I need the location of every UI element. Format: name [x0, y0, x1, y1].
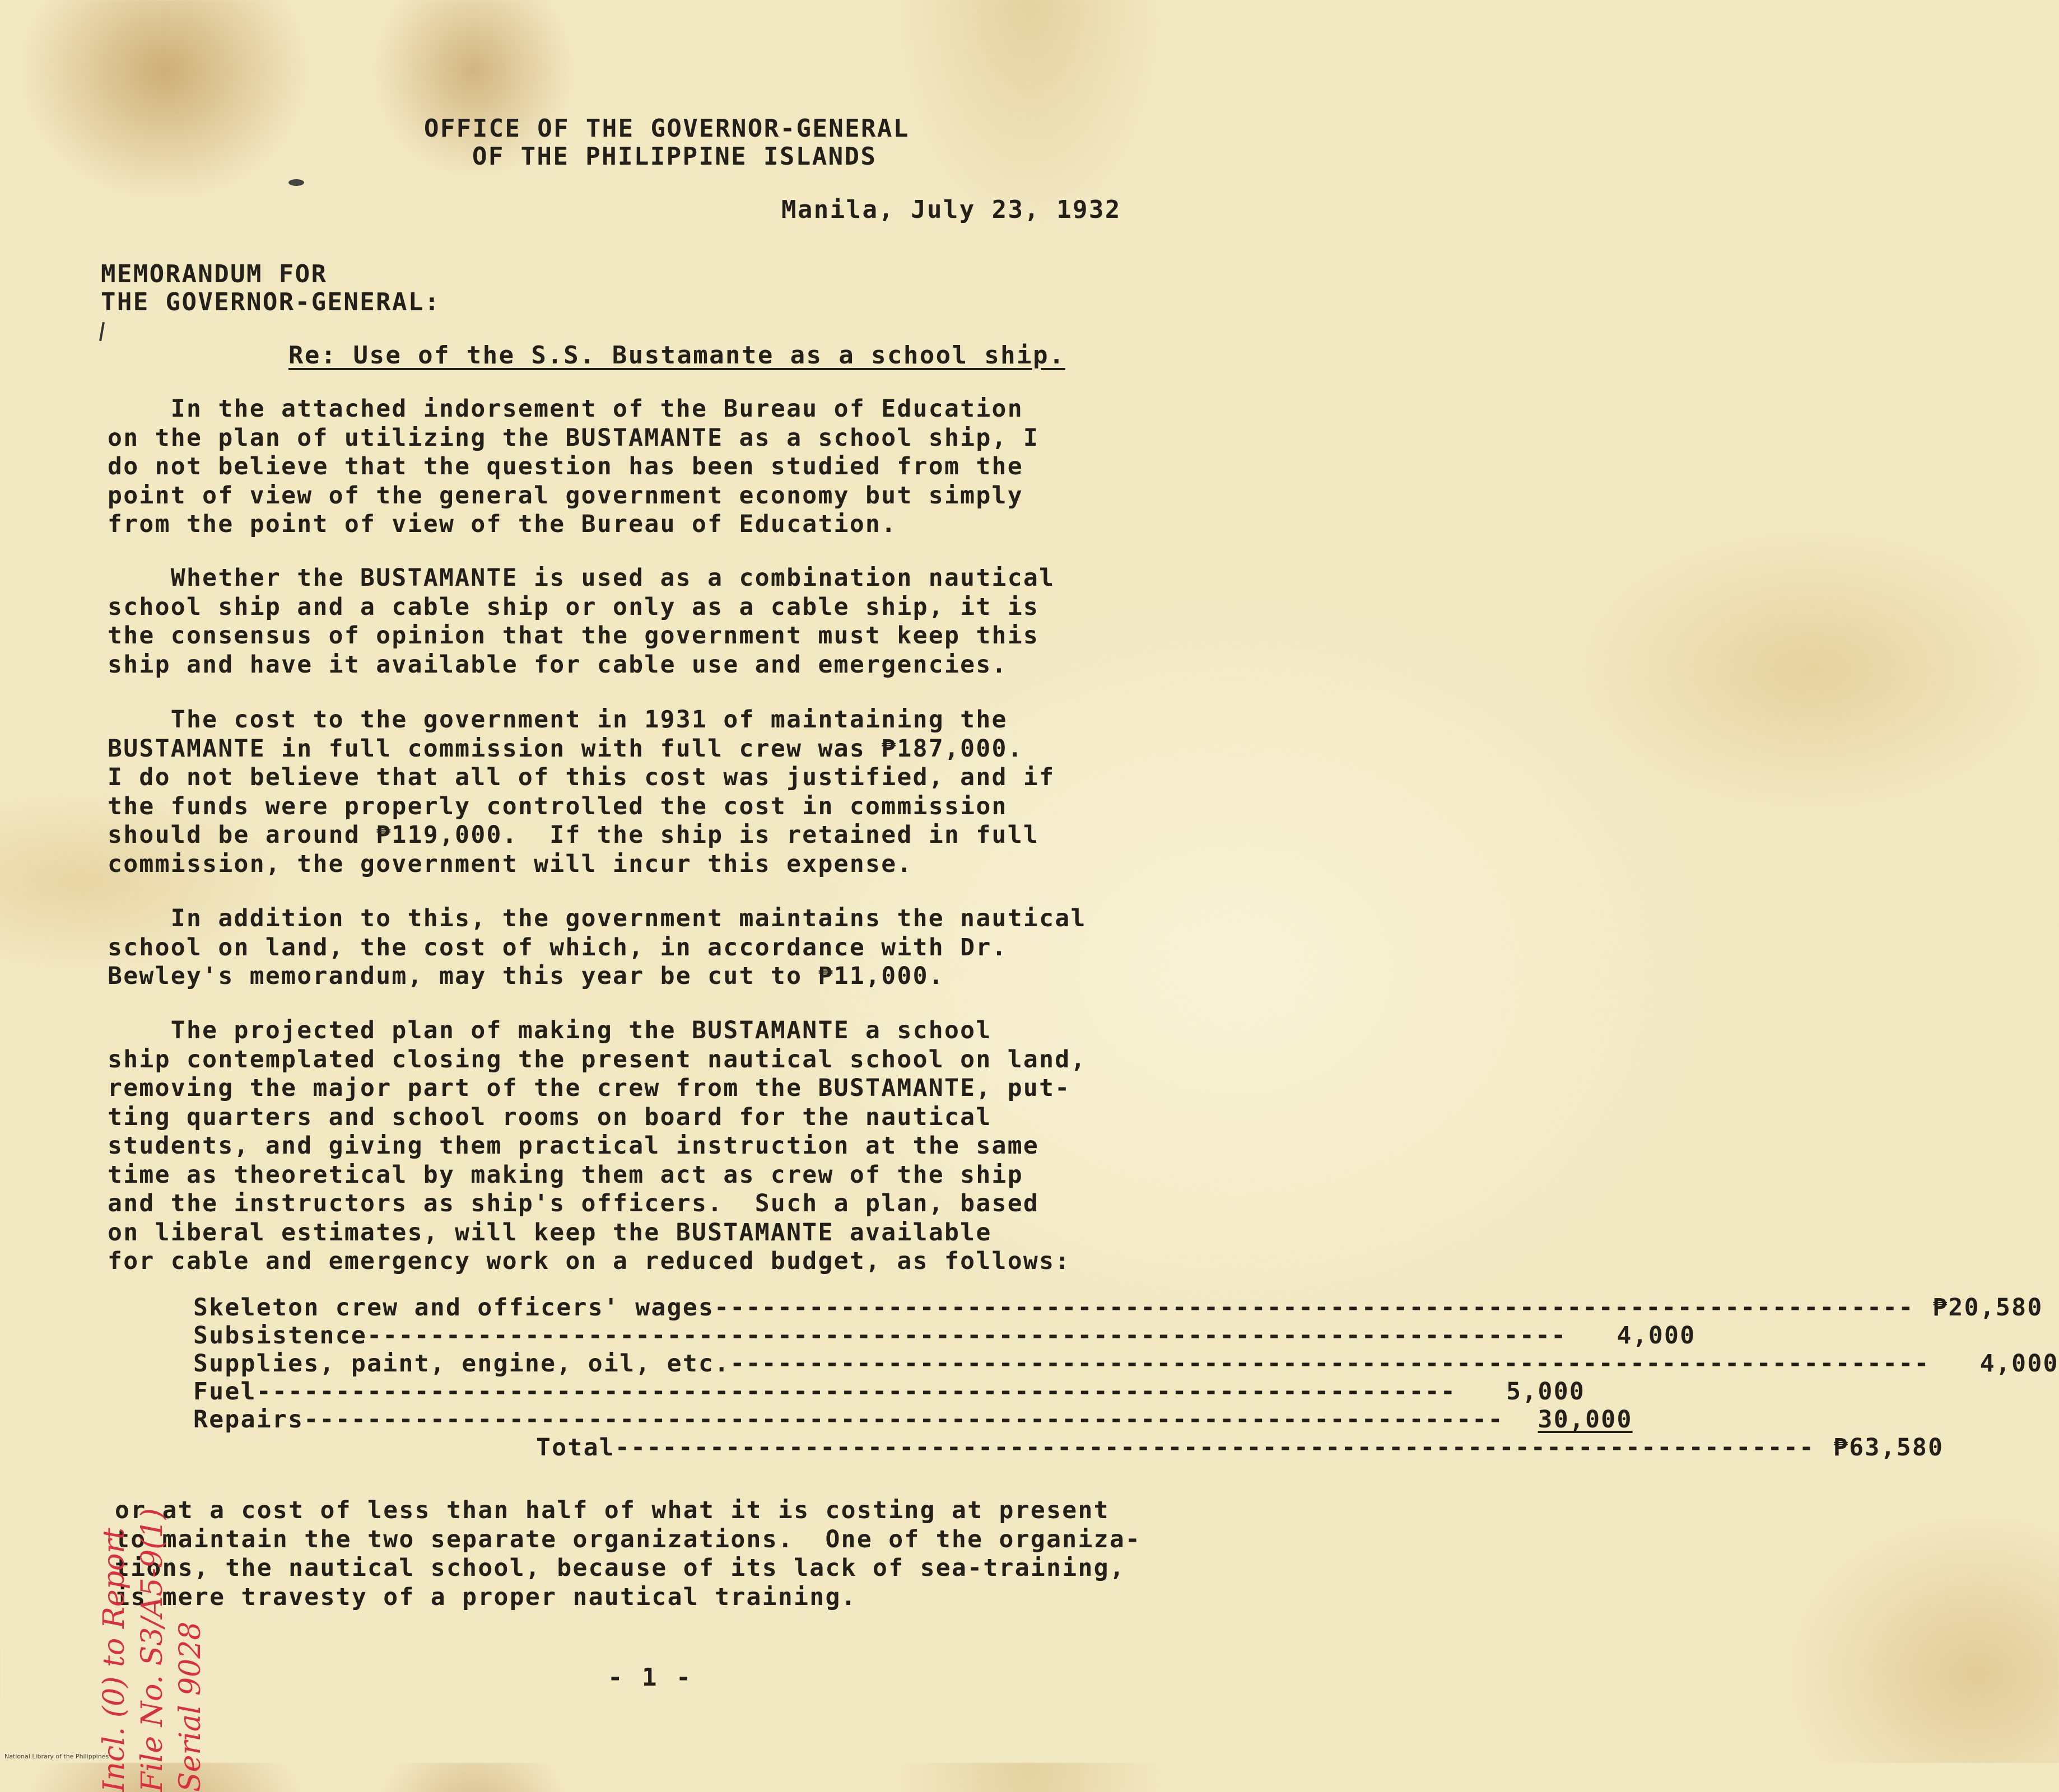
budget-item-label: Repairs: [193, 1406, 304, 1434]
paragraph-4: [108, 904, 1087, 991]
budget-total-label: Total: [536, 1434, 615, 1462]
budget-item-label: Subsistence: [193, 1322, 367, 1350]
text-line: school ship and a cable ship or only as a cable ship, it is: [108, 592, 1040, 621]
text-line: In the attached indorsement of the Bureau of Education: [108, 395, 1023, 423]
text-line: on the plan of utilizing the BUSTAMANTE as a school ship, I: [108, 423, 1040, 452]
dotted-leader: ----------------------------------------------------------------------------: [614, 1434, 1815, 1462]
archive-credit: National Library of the Philippines: [4, 1753, 109, 1760]
page-number: - 1 -: [608, 1663, 693, 1692]
text-line: BUSTAMANTE in full commission with full crew was ₱187,000.: [108, 734, 1023, 763]
text-line: from the point of view of the Bureau of Education.: [108, 510, 897, 538]
text-line: Whether the BUSTAMANTE is used as a combination nautical: [108, 564, 1055, 592]
budget-item-amount: 5,000: [1506, 1378, 1586, 1406]
dotted-leader: ----------------------------------------------------------------------------: [367, 1322, 1567, 1350]
dotted-leader: ----------------------------------------------------------------------------: [304, 1406, 1504, 1434]
handwritten-line: File No. S3/A5-9(1): [136, 1508, 169, 1792]
budget-row: [193, 1378, 1586, 1406]
budget-item-label: Fuel: [193, 1378, 257, 1406]
paragraph-3: [108, 706, 1055, 879]
text-line: school on land, the cost of which, in accordance with Dr.: [108, 933, 1008, 962]
paragraph-6: [115, 1496, 1141, 1612]
text-line: time as theoretical by making them act as crew of the ship: [108, 1160, 1023, 1189]
text-line: and the instructors as ship's officers. Such a plan, based: [108, 1189, 1040, 1217]
budget-row: [193, 1294, 2043, 1322]
text-line: The cost to the government in 1931 of maintaining the: [108, 706, 1008, 734]
budget-item-amount: 30,000: [1538, 1406, 1633, 1434]
text-line: for cable and emergency work on a reduced budget, as follows:: [108, 1247, 1071, 1275]
text-line: point of view of the general government economy but simply: [108, 481, 1023, 510]
text-line: the consensus of opinion that the government must keep this: [108, 622, 1040, 650]
budget-item-label: Supplies, paint, engine, oil, etc.: [193, 1350, 730, 1378]
pen-mark: [99, 322, 105, 341]
budget-item-amount: 4,000: [1979, 1350, 2059, 1378]
budget-item-label: Skeleton crew and officers' wages: [193, 1294, 715, 1322]
text-line: tions, the nautical school, because of its lack of sea-training,: [115, 1554, 1126, 1582]
text-line: or at a cost of less than half of what it is costing at present: [115, 1496, 1110, 1524]
text-line: students, and giving them practical instruction at the same: [108, 1132, 1040, 1160]
handwritten-line: Incl. (0) to Report: [97, 1527, 131, 1792]
budget-total-amount: ₱63,580: [1833, 1434, 1944, 1462]
text-line: removing the major part of the crew from the BUSTAMANTE, put-: [108, 1074, 1071, 1102]
ink-smudge: [288, 179, 304, 186]
office-heading-line2: OF THE PHILIPPINE ISLANDS: [472, 142, 877, 171]
budget-table: [193, 1294, 2059, 1462]
paragraph-2: [108, 564, 1055, 679]
budget-row: [193, 1322, 1696, 1350]
text-line: In addition to this, the government maintains the nautical: [108, 904, 1087, 932]
budget-item-amount: 4,000: [1617, 1322, 1696, 1350]
memo-subject: Re: Use of the S.S. Bustamante as a school ship.: [288, 341, 1065, 370]
text-line: on liberal estimates, will keep the BUSTAMANTE available: [108, 1218, 992, 1247]
dotted-leader: ----------------------------------------------------------------------------: [256, 1378, 1457, 1406]
budget-item-amount: ₱20,580: [1932, 1294, 2043, 1322]
paragraph-5: [108, 1016, 1087, 1276]
budget-total-row: [193, 1434, 1944, 1462]
budget-row: [193, 1406, 1633, 1434]
budget-row: [193, 1350, 2059, 1378]
memo-addressee-line1: MEMORANDUM FOR: [101, 260, 328, 288]
text-line: commission, the government will incur this expense.: [108, 850, 913, 878]
text-line: I do not believe that all of this cost was justified, and if: [108, 763, 1055, 791]
text-line: ship contemplated closing the present nautical school on land,: [108, 1045, 1087, 1074]
dotted-leader: ----------------------------------------------------------------------------: [714, 1294, 1914, 1322]
handwritten-annotation: [95, 1378, 241, 1792]
text-line: Bewley's memorandum, may this year be cut to ₱11,000.: [108, 962, 944, 990]
text-line: should be around ₱119,000. If the ship is retained in full: [108, 821, 1040, 849]
text-line: the funds were properly controlled the cost in commission: [108, 792, 1008, 820]
text-line: ship and have it available for cable use and emergencies.: [108, 650, 1008, 679]
text-line: ting quarters and school rooms on board for the nautical: [108, 1103, 992, 1131]
paragraph-1: [108, 395, 1039, 539]
text-line: The projected plan of making the BUSTAMANTE a school: [108, 1016, 992, 1044]
office-heading-line1: OFFICE OF THE GOVERNOR-GENERAL: [424, 114, 910, 143]
memo-date: Manila, July 23, 1932: [781, 195, 1121, 224]
text-line: is mere travesty of a proper nautical training.: [115, 1583, 857, 1611]
dotted-leader: ----------------------------------------------------------------------------: [730, 1350, 1930, 1378]
memo-addressee-line2: THE GOVERNOR-GENERAL:: [101, 288, 441, 316]
handwritten-line: Serial 9028: [174, 1621, 207, 1792]
text-line: do not believe that the question has been studied from the: [108, 452, 1023, 480]
text-line: to maintain the two separate organizations. One of the organiza-: [115, 1525, 1142, 1553]
